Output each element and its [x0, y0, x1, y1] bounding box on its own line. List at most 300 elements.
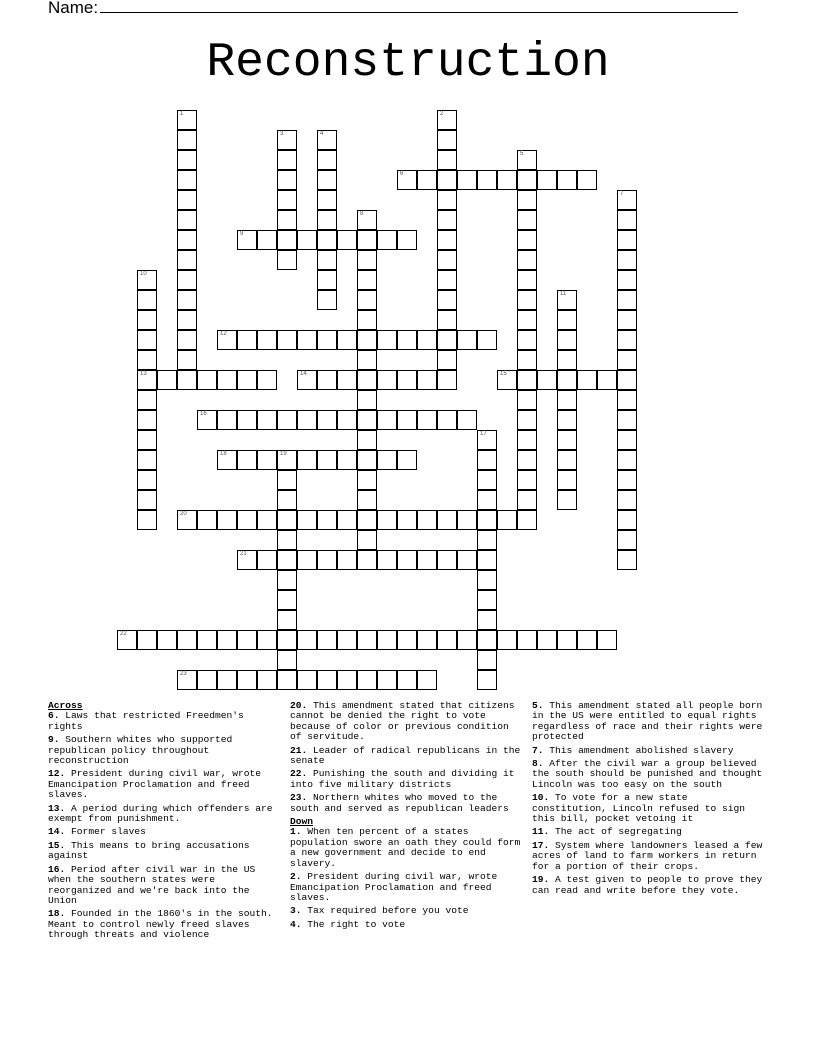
grid-cell[interactable]	[257, 630, 277, 650]
clue-item-text: After the civil war a group believed the south should be punished and thought Lincoln was too easy on the south	[532, 758, 763, 790]
grid-cell[interactable]	[517, 430, 537, 450]
grid-cell[interactable]	[517, 630, 537, 650]
grid-cell[interactable]	[137, 310, 157, 330]
grid-cell[interactable]	[277, 630, 297, 650]
grid-cell[interactable]	[137, 510, 157, 530]
grid-cell[interactable]	[477, 610, 497, 630]
grid-cell[interactable]	[357, 430, 377, 450]
grid-cell[interactable]	[357, 550, 377, 570]
clue-item-text: Leader of radical republicans in the senate	[290, 744, 521, 767]
grid-cell[interactable]	[257, 510, 277, 530]
grid-cell[interactable]	[337, 670, 357, 690]
grid-cell[interactable]	[137, 270, 157, 290]
grid-cell[interactable]	[577, 170, 597, 190]
grid-cell[interactable]	[277, 530, 297, 550]
grid-cell[interactable]	[437, 410, 457, 430]
grid-cell[interactable]	[457, 170, 477, 190]
grid-cell[interactable]	[297, 410, 317, 430]
grid-cell[interactable]	[557, 350, 577, 370]
grid-cell[interactable]	[397, 630, 417, 650]
grid-cell[interactable]	[257, 410, 277, 430]
grid-cell[interactable]	[137, 290, 157, 310]
grid-cell[interactable]	[157, 630, 177, 650]
grid-cell[interactable]	[317, 130, 337, 150]
grid-cell[interactable]	[317, 370, 337, 390]
grid-cell[interactable]	[177, 110, 197, 130]
grid-cell[interactable]	[477, 170, 497, 190]
grid-cell[interactable]	[277, 550, 297, 570]
grid-cell[interactable]	[517, 230, 537, 250]
grid-cell[interactable]	[397, 410, 417, 430]
grid-cell[interactable]	[557, 470, 577, 490]
clue-item-text: A period during which offenders are exempt from punishment.	[48, 802, 273, 825]
grid-cell[interactable]	[617, 290, 637, 310]
grid-cell[interactable]	[457, 630, 477, 650]
grid-cell[interactable]	[617, 430, 637, 450]
grid-cell[interactable]	[617, 410, 637, 430]
grid-cell[interactable]	[237, 330, 257, 350]
grid-cell[interactable]	[177, 290, 197, 310]
grid-cell[interactable]	[577, 370, 597, 390]
grid-cell[interactable]	[177, 270, 197, 290]
grid-cell[interactable]	[397, 330, 417, 350]
grid-cell[interactable]	[437, 290, 457, 310]
grid-cell[interactable]	[257, 550, 277, 570]
grid-cell[interactable]	[357, 470, 377, 490]
grid-cell[interactable]	[297, 550, 317, 570]
grid-cell[interactable]	[517, 210, 537, 230]
grid-cell[interactable]	[557, 450, 577, 470]
grid-cell[interactable]	[557, 170, 577, 190]
grid-cell[interactable]	[617, 310, 637, 330]
grid-cell[interactable]	[397, 670, 417, 690]
grid-cell[interactable]	[617, 190, 637, 210]
grid-cell[interactable]	[357, 630, 377, 650]
grid-cell[interactable]	[277, 330, 297, 350]
clue-item	[290, 746, 522, 767]
clue-item	[290, 906, 522, 916]
grid-cell[interactable]	[477, 490, 497, 510]
grid-cell[interactable]	[257, 370, 277, 390]
grid-cell[interactable]	[617, 250, 637, 270]
grid-cell[interactable]	[537, 370, 557, 390]
clue-number: 9	[240, 231, 244, 237]
grid-cell[interactable]	[477, 590, 497, 610]
grid-cell[interactable]	[137, 470, 157, 490]
grid-cell[interactable]	[237, 370, 257, 390]
grid-cell[interactable]	[517, 150, 537, 170]
grid-cell[interactable]	[277, 450, 297, 470]
grid-cell[interactable]	[437, 350, 457, 370]
grid-cell[interactable]	[317, 450, 337, 470]
grid-cell[interactable]	[137, 330, 157, 350]
grid-cell[interactable]	[417, 410, 437, 430]
grid-cell[interactable]	[197, 670, 217, 690]
grid-cell[interactable]	[377, 670, 397, 690]
grid-cell[interactable]	[557, 370, 577, 390]
grid-cell[interactable]	[197, 410, 217, 430]
grid-cell[interactable]	[217, 330, 237, 350]
grid-cell[interactable]	[377, 630, 397, 650]
grid-cell[interactable]	[477, 330, 497, 350]
grid-cell[interactable]	[437, 210, 457, 230]
grid-cell[interactable]	[237, 510, 257, 530]
grid-cell[interactable]	[257, 330, 277, 350]
grid-cell[interactable]	[337, 550, 357, 570]
grid-cell[interactable]	[437, 110, 457, 130]
grid-cell[interactable]	[597, 630, 617, 650]
grid-cell[interactable]	[477, 430, 497, 450]
clue-item-text: This means to bring accusations against	[48, 839, 250, 862]
grid-cell[interactable]	[457, 330, 477, 350]
grid-cell[interactable]	[437, 190, 457, 210]
grid-cell[interactable]	[277, 410, 297, 430]
grid-cell[interactable]	[517, 410, 537, 430]
grid-cell[interactable]	[337, 510, 357, 530]
grid-cell[interactable]	[297, 510, 317, 530]
grid-cell[interactable]	[437, 330, 457, 350]
across-heading: Across	[48, 700, 83, 711]
grid-cell[interactable]	[177, 630, 197, 650]
grid-cell[interactable]	[177, 350, 197, 370]
grid-cell[interactable]	[477, 510, 497, 530]
grid-cell[interactable]	[257, 670, 277, 690]
grid-cell[interactable]	[137, 630, 157, 650]
down-heading: Down	[290, 816, 314, 828]
grid-cell[interactable]	[437, 150, 457, 170]
grid-cell[interactable]	[357, 310, 377, 330]
grid-cell[interactable]	[177, 330, 197, 350]
grid-cell[interactable]	[177, 130, 197, 150]
grid-cell[interactable]	[277, 150, 297, 170]
grid-cell[interactable]	[617, 510, 637, 530]
grid-cell[interactable]	[237, 410, 257, 430]
grid-cell[interactable]	[137, 430, 157, 450]
grid-cell[interactable]	[357, 270, 377, 290]
grid-cell[interactable]	[617, 550, 637, 570]
grid-cell[interactable]	[317, 410, 337, 430]
grid-cell[interactable]	[617, 330, 637, 350]
grid-cell[interactable]	[357, 350, 377, 370]
grid-cell[interactable]	[517, 390, 537, 410]
grid-cell[interactable]	[277, 510, 297, 530]
grid-cell[interactable]	[317, 630, 337, 650]
grid-cell[interactable]	[177, 670, 197, 690]
grid-cell[interactable]	[477, 630, 497, 650]
grid-cell[interactable]	[477, 470, 497, 490]
grid-cell[interactable]	[417, 330, 437, 350]
grid-cell[interactable]	[357, 290, 377, 310]
grid-cell[interactable]	[337, 230, 357, 250]
grid-cell[interactable]	[517, 350, 537, 370]
grid-cell[interactable]	[357, 250, 377, 270]
grid-cell[interactable]	[117, 630, 137, 650]
clue-item-number: 8.	[532, 758, 544, 770]
grid-cell[interactable]	[417, 510, 437, 530]
grid-cell[interactable]	[437, 130, 457, 150]
clue-item	[532, 759, 768, 790]
grid-cell[interactable]	[617, 530, 637, 550]
grid-cell[interactable]	[477, 450, 497, 470]
grid-cell[interactable]	[237, 450, 257, 470]
grid-cell[interactable]	[277, 490, 297, 510]
grid-cell[interactable]	[277, 670, 297, 690]
clue-item	[290, 827, 522, 869]
grid-cell[interactable]	[157, 370, 177, 390]
grid-cell[interactable]	[137, 410, 157, 430]
grid-cell[interactable]	[617, 490, 637, 510]
grid-cell[interactable]	[137, 370, 157, 390]
grid-cell[interactable]	[557, 410, 577, 430]
grid-cell[interactable]	[337, 330, 357, 350]
grid-cell[interactable]	[377, 330, 397, 350]
grid-cell[interactable]	[477, 550, 497, 570]
grid-cell[interactable]	[437, 630, 457, 650]
clue-item-text: Punishing the south and dividing it into five military districts	[290, 768, 515, 790]
grid-cell[interactable]	[357, 230, 377, 250]
grid-cell[interactable]	[297, 630, 317, 650]
grid-cell[interactable]	[517, 450, 537, 470]
grid-cell[interactable]	[357, 410, 377, 430]
grid-cell[interactable]	[357, 210, 377, 230]
grid-cell[interactable]	[317, 190, 337, 210]
grid-cell[interactable]	[617, 230, 637, 250]
grid-cell[interactable]	[357, 530, 377, 550]
grid-cell[interactable]	[277, 210, 297, 230]
grid-cell[interactable]	[317, 270, 337, 290]
clue-item	[48, 865, 280, 907]
grid-cell[interactable]	[557, 430, 577, 450]
grid-cell[interactable]	[517, 170, 537, 190]
grid-cell[interactable]	[617, 470, 637, 490]
clue-item-number: 3.	[290, 905, 302, 917]
grid-cell[interactable]	[377, 410, 397, 430]
grid-cell[interactable]	[357, 330, 377, 350]
grid-cell[interactable]	[497, 370, 517, 390]
grid-cell[interactable]	[277, 250, 297, 270]
grid-cell[interactable]	[417, 370, 437, 390]
grid-cell[interactable]	[177, 150, 197, 170]
grid-cell[interactable]	[297, 330, 317, 350]
grid-cell[interactable]	[257, 230, 277, 250]
grid-cell[interactable]	[617, 390, 637, 410]
grid-cell[interactable]	[517, 510, 537, 530]
grid-cell[interactable]	[177, 210, 197, 230]
grid-cell[interactable]	[237, 550, 257, 570]
clue-item	[290, 701, 522, 743]
grid-cell[interactable]	[437, 170, 457, 190]
clue-number: 22	[120, 631, 127, 637]
grid-cell[interactable]	[137, 490, 157, 510]
grid-cell[interactable]	[317, 150, 337, 170]
grid-cell[interactable]	[317, 670, 337, 690]
grid-cell[interactable]	[317, 170, 337, 190]
grid-cell[interactable]	[457, 550, 477, 570]
grid-cell[interactable]	[617, 270, 637, 290]
grid-cell[interactable]	[357, 450, 377, 470]
grid-cell[interactable]	[197, 630, 217, 650]
grid-cell[interactable]	[217, 370, 237, 390]
grid-cell[interactable]	[277, 170, 297, 190]
grid-cell[interactable]	[217, 410, 237, 430]
grid-cell[interactable]	[297, 670, 317, 690]
grid-cell[interactable]	[257, 450, 277, 470]
grid-cell[interactable]	[177, 250, 197, 270]
clue-number: 2	[440, 111, 444, 117]
grid-cell[interactable]	[237, 630, 257, 650]
grid-cell[interactable]	[177, 310, 197, 330]
clue-item-text: Founded in the 1860's in the south. Meant to control newly freed slaves through threats and violence	[48, 908, 273, 941]
grid-cell[interactable]	[517, 470, 537, 490]
grid-cell[interactable]	[517, 370, 537, 390]
grid-cell[interactable]	[397, 510, 417, 530]
grid-cell[interactable]	[217, 510, 237, 530]
grid-cell[interactable]	[277, 610, 297, 630]
grid-cell[interactable]	[177, 190, 197, 210]
grid-cell[interactable]	[277, 470, 297, 490]
grid-cell[interactable]	[277, 190, 297, 210]
grid-cell[interactable]	[317, 330, 337, 350]
grid-cell[interactable]	[517, 190, 537, 210]
grid-cell[interactable]	[377, 550, 397, 570]
grid-cell[interactable]	[197, 370, 217, 390]
clue-item-number: 20.	[290, 700, 308, 711]
grid-cell[interactable]	[577, 630, 597, 650]
clue-number: 13	[140, 371, 147, 377]
grid-cell[interactable]	[277, 650, 297, 670]
grid-cell[interactable]	[617, 210, 637, 230]
grid-cell[interactable]	[477, 530, 497, 550]
grid-cell[interactable]	[277, 230, 297, 250]
grid-cell[interactable]	[517, 490, 537, 510]
grid-cell[interactable]	[617, 350, 637, 370]
grid-cell[interactable]	[137, 390, 157, 410]
clue-item-number: 5.	[532, 700, 544, 711]
grid-cell[interactable]	[457, 410, 477, 430]
grid-cell[interactable]	[397, 370, 417, 390]
grid-cell[interactable]	[357, 390, 377, 410]
grid-cell[interactable]	[377, 230, 397, 250]
grid-cell[interactable]	[477, 650, 497, 670]
grid-cell[interactable]	[357, 370, 377, 390]
grid-cell[interactable]	[357, 510, 377, 530]
grid-cell[interactable]	[137, 350, 157, 370]
grid-cell[interactable]	[497, 170, 517, 190]
grid-cell[interactable]	[437, 310, 457, 330]
grid-cell[interactable]	[617, 370, 637, 390]
grid-cell[interactable]	[557, 630, 577, 650]
grid-cell[interactable]	[177, 170, 197, 190]
grid-cell[interactable]	[317, 290, 337, 310]
grid-cell[interactable]	[557, 330, 577, 350]
grid-cell[interactable]	[217, 670, 237, 690]
grid-cell[interactable]	[397, 450, 417, 470]
grid-cell[interactable]	[477, 670, 497, 690]
grid-cell[interactable]	[557, 290, 577, 310]
grid-cell[interactable]	[437, 230, 457, 250]
grid-cell[interactable]	[297, 230, 317, 250]
grid-cell[interactable]	[377, 510, 397, 530]
clue-item	[290, 793, 522, 814]
grid-cell[interactable]	[317, 230, 337, 250]
grid-cell[interactable]	[277, 590, 297, 610]
grid-cell[interactable]	[517, 310, 537, 330]
grid-cell[interactable]	[437, 370, 457, 390]
clue-item-number: 22.	[290, 768, 308, 780]
grid-cell[interactable]	[397, 230, 417, 250]
grid-cell[interactable]	[177, 230, 197, 250]
clue-item	[532, 793, 768, 824]
grid-cell[interactable]	[517, 270, 537, 290]
grid-cell[interactable]	[337, 450, 357, 470]
grid-cell[interactable]	[337, 410, 357, 430]
grid-cell[interactable]	[317, 250, 337, 270]
grid-cell[interactable]	[317, 550, 337, 570]
grid-cell[interactable]	[317, 510, 337, 530]
grid-cell[interactable]	[237, 670, 257, 690]
grid-cell[interactable]	[597, 370, 617, 390]
grid-cell[interactable]	[177, 510, 197, 530]
grid-cell[interactable]	[517, 330, 537, 350]
grid-cell[interactable]	[217, 450, 237, 470]
grid-cell[interactable]	[297, 370, 317, 390]
grid-cell[interactable]	[417, 170, 437, 190]
grid-cell[interactable]	[497, 510, 517, 530]
clue-item-number: 16.	[48, 863, 66, 875]
grid-cell[interactable]	[377, 450, 397, 470]
grid-cell[interactable]	[357, 490, 377, 510]
grid-cell[interactable]	[437, 510, 457, 530]
grid-cell[interactable]	[397, 550, 417, 570]
clue-item-text: System where landowners leased a few acres of land to farm workers in return for a portion of their crops.	[532, 839, 763, 872]
grid-cell[interactable]	[517, 250, 537, 270]
grid-cell[interactable]	[177, 370, 197, 390]
grid-cell[interactable]	[557, 390, 577, 410]
grid-cell[interactable]	[337, 630, 357, 650]
grid-cell[interactable]	[437, 550, 457, 570]
grid-cell[interactable]	[397, 170, 417, 190]
clue-item-number: 13.	[48, 802, 66, 814]
grid-cell[interactable]	[217, 630, 237, 650]
grid-cell[interactable]	[477, 570, 497, 590]
grid-cell[interactable]	[537, 630, 557, 650]
grid-cell[interactable]	[317, 210, 337, 230]
grid-cell[interactable]	[537, 170, 557, 190]
grid-cell[interactable]	[137, 450, 157, 470]
grid-cell[interactable]	[377, 370, 397, 390]
grid-cell[interactable]	[437, 250, 457, 270]
grid-cell[interactable]	[557, 490, 577, 510]
grid-cell[interactable]	[417, 670, 437, 690]
grid-cell[interactable]	[237, 230, 257, 250]
grid-cell[interactable]	[297, 450, 317, 470]
grid-cell[interactable]	[417, 550, 437, 570]
grid-cell[interactable]	[517, 290, 537, 310]
grid-cell[interactable]	[197, 510, 217, 530]
clue-item	[532, 746, 768, 756]
grid-cell[interactable]	[277, 130, 297, 150]
grid-cell[interactable]	[417, 630, 437, 650]
grid-cell[interactable]	[337, 370, 357, 390]
grid-cell[interactable]	[357, 670, 377, 690]
grid-cell[interactable]	[497, 630, 517, 650]
grid-cell[interactable]	[457, 510, 477, 530]
clue-number: 3	[280, 131, 284, 137]
grid-cell[interactable]	[617, 450, 637, 470]
grid-cell[interactable]	[277, 570, 297, 590]
grid-cell[interactable]	[557, 310, 577, 330]
grid-cell[interactable]	[437, 270, 457, 290]
